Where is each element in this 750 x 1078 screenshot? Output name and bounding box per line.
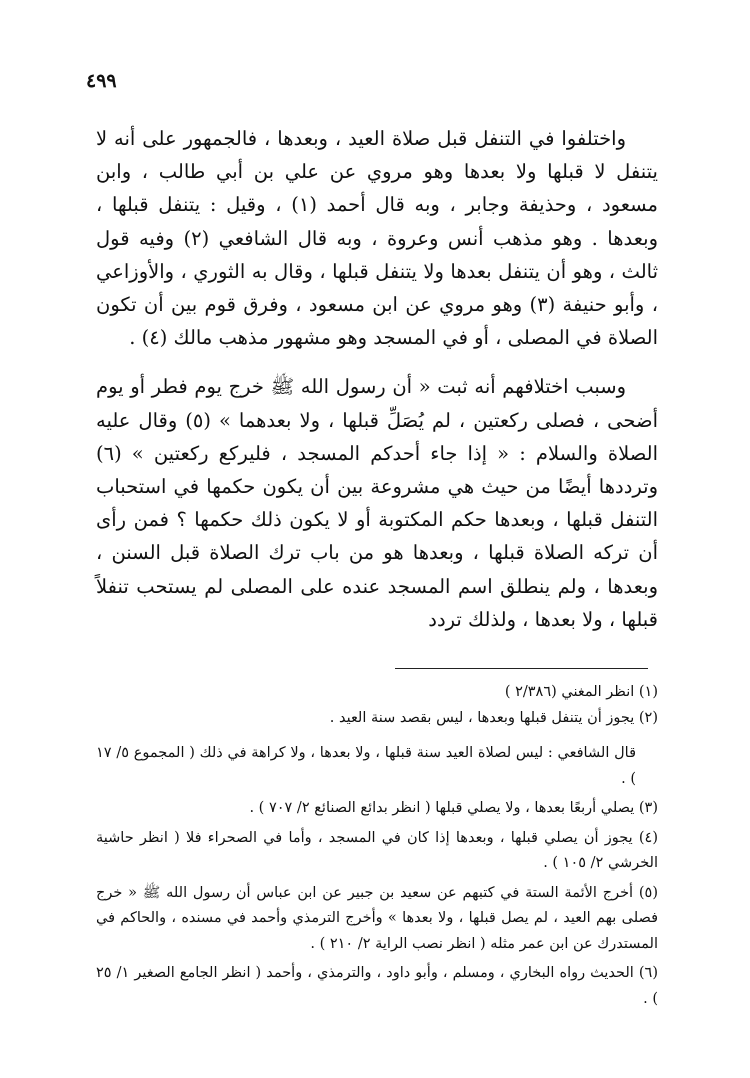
paragraph-1: واختلفوا في التنفل قبل صلاة العيد ، وبعدها ، فالجمهور على أنه لا يتنفل لا قبلها ولا بعدها وهو مروي عن علي بن أبي طالب ، وابن مسعود ، وحذيفة وجابر ، وبه قال أحمد (١) ، وقيل : يتنفل قبلها ، وبعدها . وهو مذهب أنس وعروة ، وبه قال الشافعي (٢) وفيه قول ثالث ، وهو أن يتنفل بعدها ولا يتنفل قبلها ، وقال به الثوري ، والأوزاعي ، وأبو حنيفة (٣) وهو مروي عن ابن مسعود ، وفرق قوم بين أن تكون الصلاة في المصلى ، أو في المسجد وهو مشهور مذهب مالك (٤) . [96,127,659,350]
footnote-3: (٣) يصلي أربعًا بعدها ، ولا يصلي قبلها ( انظر بدائع الصنائع ٢/ ٧٠٧ ) . [249,800,658,816]
footnote-separator [395,668,648,669]
footnote-2: (٢) يجوز أن يتنفل قبلها وبعدها ، ليس بقصد سنة العيد . [329,709,658,726]
footnote-5: (٥) أخرج الأئمة الستة في كتبهم عن سعيد بن جبير عن ابن عباس أن رسول الله ﷺ « خرج فصلى بهم العيد ، لم يصل قبلها ، ولا بعدها » وأخرج الترمذي وأحمد في مسنده ، والحاكم في المستدرك عن ابن عمر مثله ( انظر نصب الراية ٢/ ٢١٠ ) . [96,884,658,952]
main-text [96,122,658,636]
paragraph-2: وسبب اختلافهم أنه ثبت « أن رسول الله ﷺ خرج يوم فطر أو يوم أضحى ، فصلى ركعتين ، لم يُصَلِّ قبلها ، ولا بعدهما » (٥) وقال عليه الصلاة والسلام : « إذا جاء أحدكم المسجد ، فليركع ركعتين » (٦) وترددها أيضًا من حيث هي مشروعة بين أن يكون حكمها في استحباب التنفل قبلها ، وبعدها حكم المكتوبة أو لا يكون ذلك حكمها ؟ فمن رأى أن تركه الصلاة قبلها ، وبعدها هو من باب ترك الصلاة قبل السنن ، وبعدها ، ولم ينطلق اسم المسجد عنده على المصلى لم يستحب تنفلاً قبلها ، ولا بعدها ، ولذلك تردد [96,375,658,631]
footnotes [96,680,658,1012]
footnote-2-continuation: قال الشافعي : ليس لصلاة العيد سنة قبلها ، ولا بعدها ، ولا كراهة في ذلك ( المجموع ٥/ ١٧ ) . [96,745,636,787]
footnote-1: (١) انظر المغني (٢/٣٨٦ ) [504,684,658,700]
page-number: ٤٩٩ [86,70,117,92]
footnote-4: (٤) يجوز أن يصلي قبلها ، وبعدها إذا كان في المسجد ، وأما في الصحراء فلا ( انظر حاشية الخرشي ٢/ ١٠٥ ) . [96,829,658,871]
footnote-6: (٦) الحديث رواه البخاري ، ومسلم ، وأبو داود ، والترمذي ، وأحمد ( انظر الجامع الصغير ١/ ٢٥ ) . [96,965,659,1007]
